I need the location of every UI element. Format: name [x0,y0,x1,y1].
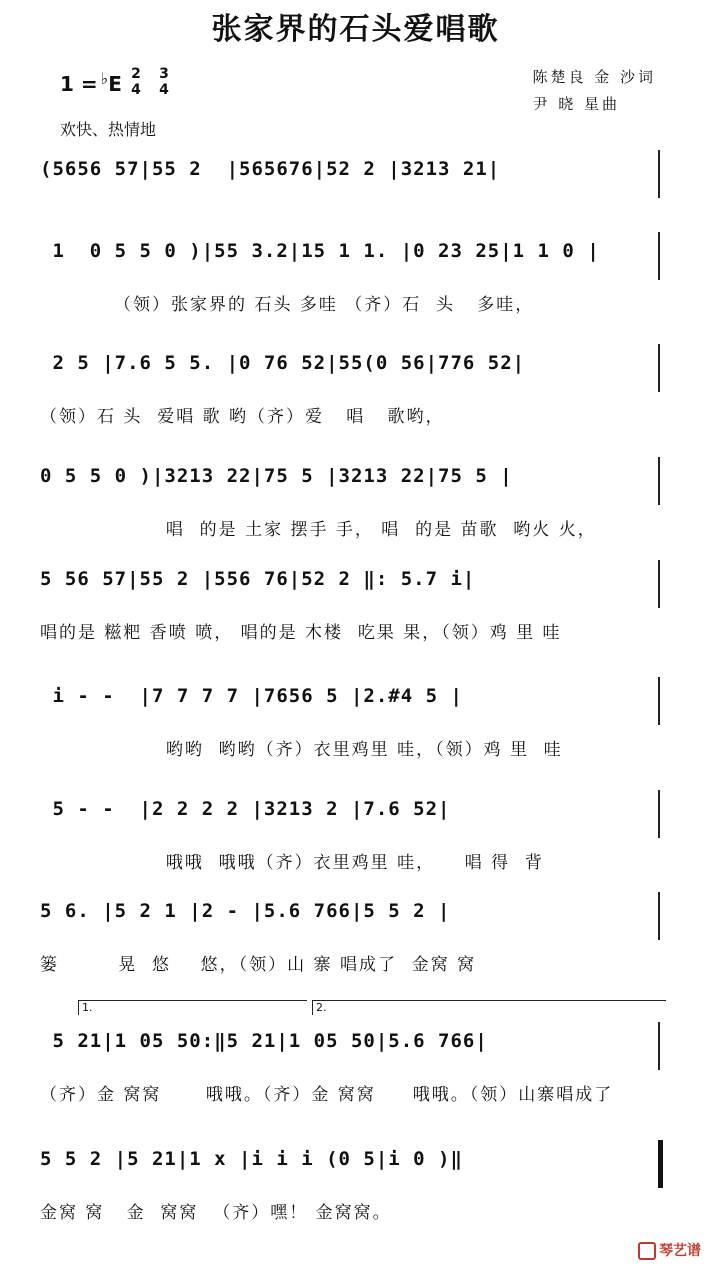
lyricist: 陈楚良 金 沙词 [532,68,656,86]
lyrics-line: （齐）金 窝窝 哦哦。（齐）金 窝窝 哦哦。（领）山寨唱成了 [40,1085,614,1105]
score-system [0,1148,711,1258]
barline [658,677,660,725]
barline [658,1140,663,1188]
barline [658,790,660,838]
lyrics-line: 哟哟 哟哟（齐）衣里鸡里 哇，（领）鸡 里 哇 [40,740,563,760]
meter-one-top: 2 [131,66,141,82]
lyrics-line: （领）石 头 爱唱 歌 哟（齐）爱 唱 歌哟， [40,407,445,427]
lyrics-line: 唱的是 糍粑 香喷 喷， 唱的是 木楼 吃果 果，（领）鸡 里 哇 [40,623,562,643]
barline [658,457,660,505]
lyrics-line: （领）张家界的 石头 多哇 （齐）石 头 多哇， [40,295,535,315]
score-system [0,465,711,575]
barline [658,150,660,198]
watermark-text: 琴艺谱 [659,1243,701,1259]
barline [658,232,660,280]
watermark [638,1240,701,1260]
key-label: 1 = [60,72,98,96]
notation-line: 5 - - |2 2 2 2 |3213 2 |7.6 52| [40,798,451,820]
barline [658,892,660,940]
score-system [0,1030,711,1140]
notation-line: 5 5 2 |5 21|1 x |i i i (0 5|i 0 )‖ [40,1148,463,1170]
score-system [0,568,711,678]
score-system [0,352,711,462]
score-system [0,900,711,1010]
barline [658,1022,660,1070]
notation-line: 5 56 57|55 2 |556 76|52 2 ‖: 5.7 i| [40,568,476,590]
notation-line: i - - |7 7 7 7 |7656 5 |2.#4 5 | [40,685,463,707]
meter-one-bottom: 4 [131,82,141,98]
credits [532,64,656,118]
watermark-logo-icon [638,1242,656,1260]
score-system [0,240,711,350]
barline [658,344,660,392]
composer: 尹 晓 星曲 [532,95,620,113]
tempo-marking: 欢快、热情地 [60,120,157,139]
meter-two-bottom: 4 [159,82,169,98]
notation-line: (5656 57|55 2 |565676|52 2 |3213 21| [40,158,501,180]
key-signature [60,69,122,96]
score-system [0,685,711,795]
lyrics-line: 唱 的是 土家 摆手 手， 唱 的是 苗歌 哟火 火， [40,520,597,540]
meter-two [156,66,172,98]
notation-line: 0 5 5 0 )|3213 22|75 5 |3213 22|75 5 | [40,465,513,487]
lyrics-line: 金窝 窝 金 窝窝 （齐）嘿！ 金窝窝。 [40,1203,392,1223]
song-title: 张家界的石头爱唱歌 [211,12,500,47]
meter-one [128,66,144,98]
notation-line: 1 0 5 5 0 )|55 3.2|15 1 1. |0 23 25|1 1 0 | [40,240,600,262]
first-ending-bracket: 1. [78,1000,307,1015]
score-system [0,798,711,908]
notation-line: 5 21|1 05 50:‖5 21|1 05 50|5.6 766| [40,1030,488,1052]
notation-line: 2 5 |7.6 5 5. |0 76 52|55(0 56|776 52| [40,352,526,374]
lyrics-line: 哦哦 哦哦（齐）衣里鸡里 哇， 唱 得 背 [40,853,544,873]
meter-two-top: 3 [159,66,169,82]
barline [658,560,660,608]
lyrics-line: 篓 晃 悠 悠，（领）山 寨 唱成了 金窝 窝 [40,955,477,975]
key-note: E [108,72,122,96]
flat-sign: ♭ [100,69,109,88]
notation-line: 5 6. |5 2 1 |2 - |5.6 766|5 5 2 | [40,900,451,922]
second-ending-bracket: 2. [312,1000,666,1015]
